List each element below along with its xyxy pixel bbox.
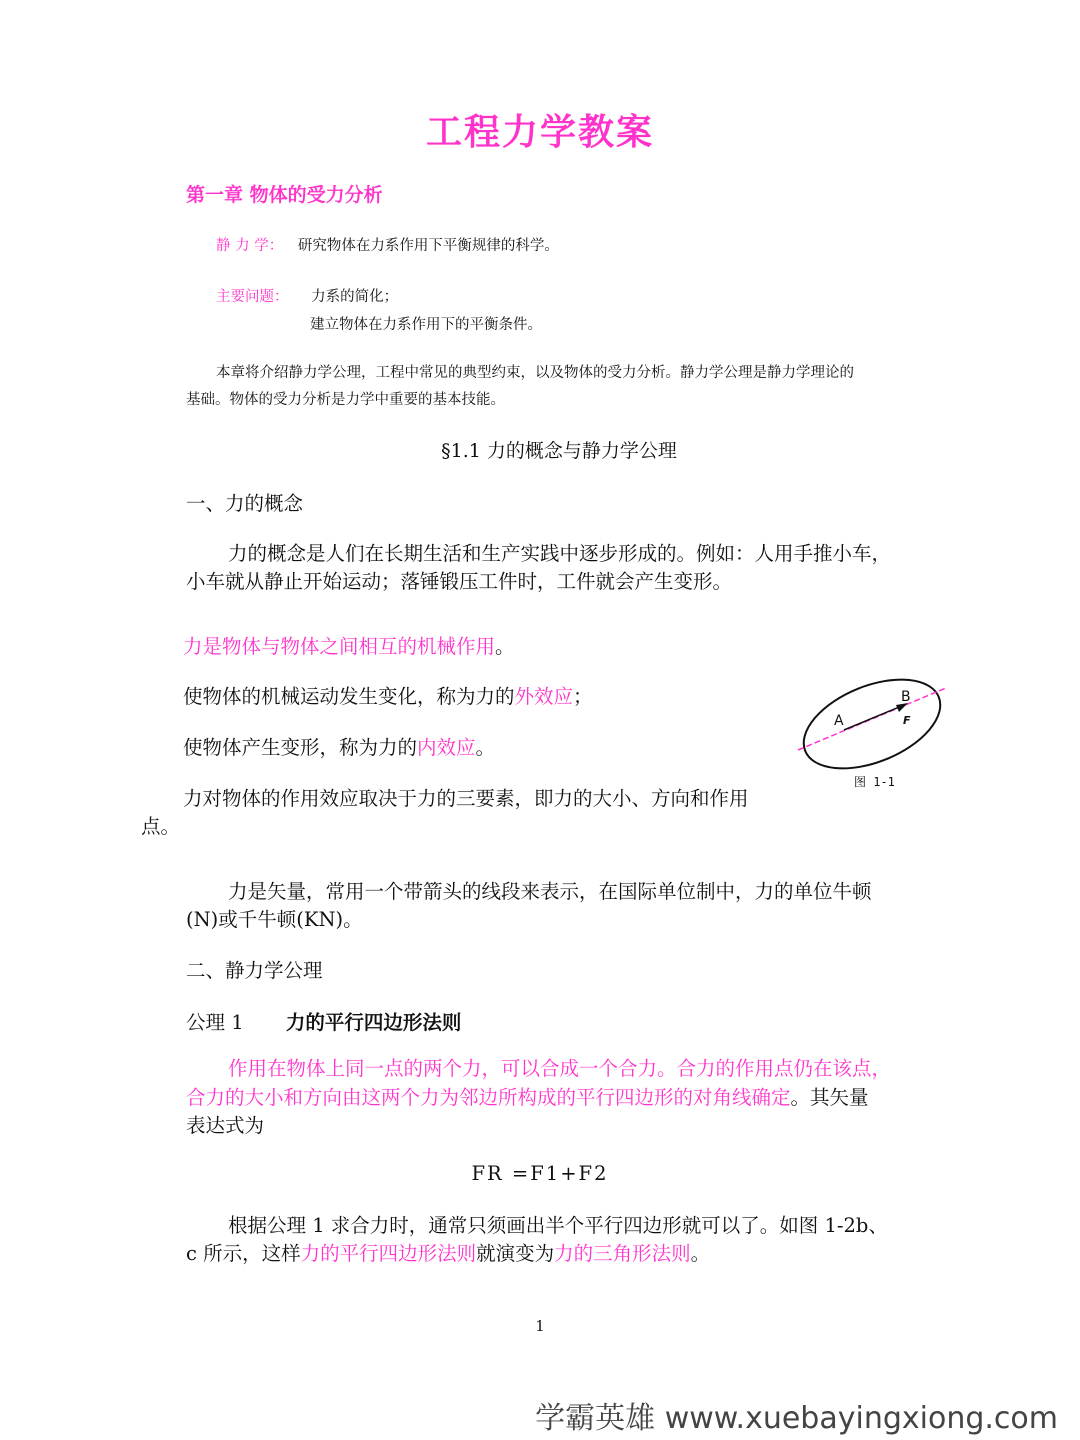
axiom-1-heading: [186, 1007, 461, 1035]
axiom-1-para-line-1: 作用在物体上同一点的两个力，可以合成一个合力。合力的作用点仍在该点，: [228, 1057, 892, 1080]
vector-para-line-2: (N)或千牛顿(KN)。: [186, 908, 363, 931]
axiom-1-para-line-2: [186, 1082, 869, 1110]
force-definition-highlight: 力是物体与物体之间相互的机械作用: [183, 635, 496, 658]
force-definition: [183, 631, 515, 659]
three-elements-line-2: 点。: [141, 815, 181, 838]
internal-effect-end: 。: [475, 736, 496, 759]
internal-effect-term: 内效应: [417, 736, 476, 759]
heading-force-concept: 一、力的概念: [186, 492, 304, 515]
last-para-line-2-pre: c 所示，这样: [186, 1242, 301, 1265]
axiom-1-para-line-2-highlight: 合力的大小和方向由这两个力为邻边所构成的平行四边形的对角线确定: [186, 1086, 791, 1109]
external-effect: [183, 681, 593, 709]
last-para-line-2-mid: 就演变为: [476, 1242, 555, 1265]
page-number: 1: [535, 1317, 545, 1335]
main-issues-label: 主要问题：: [216, 289, 289, 305]
point-b-label: B: [901, 689, 911, 705]
force-vector-line: [844, 705, 904, 730]
triangle-law-term: 力的三角形法则: [554, 1242, 691, 1265]
last-para-line-2: [186, 1238, 710, 1266]
para1-line-1: 力的概念是人们在长期生活和生产实践中逐步形成的。例如：人用手推小车，: [228, 542, 892, 565]
point-a-label: A: [834, 713, 844, 729]
three-elements-line-1: 力对物体的作用效应取决于力的三要素，即力的大小、方向和作用: [183, 787, 749, 810]
watermark: 学霸英雄 www.xuebayingxiong.com: [535, 1401, 1058, 1436]
statics-text: 研究物体在力系作用下平衡规律的科学。: [297, 238, 559, 254]
vector-para-line-1: 力是矢量，常用一个带箭头的线段来表示，在国际单位制中，力的单位牛顿: [228, 880, 872, 903]
internal-effect: [183, 732, 495, 760]
main-issues-item-2: 建立物体在力系作用下的平衡条件。: [310, 317, 542, 333]
statics-label: 静 力 学：: [216, 238, 284, 254]
axiom-1-para-line-3: 表达式为: [186, 1114, 265, 1137]
force-definition-end: 。: [495, 635, 515, 658]
section-title: §1.1 力的概念与静力学公理: [441, 440, 677, 462]
figure-1-1: [790, 672, 960, 802]
body-ellipse: [791, 672, 953, 786]
intro-line-2: 基础。物体的受力分析是力学中重要的基本技能。: [186, 392, 505, 408]
figure-caption: 图 1-1: [854, 775, 895, 789]
axiom-1-para-line-2-end: 。其矢量: [790, 1086, 869, 1109]
last-para-line-2-end: 。: [690, 1242, 711, 1265]
vector-formula: FR =F1+F2: [471, 1162, 609, 1185]
main-issues-item-1: 力系的简化；: [311, 289, 399, 305]
internal-effect-text: 使物体产生变形，称为力的: [183, 736, 418, 759]
main-issues: [216, 285, 398, 306]
heading-statics-axioms: 二、静力学公理: [186, 959, 323, 982]
statics-definition: [216, 234, 559, 255]
last-para-line-1: 根据公理 1 求合力时，通常只须画出半个平行四边形就可以了。如图 1-2b、: [228, 1214, 888, 1237]
document-title: 工程力学教案: [425, 111, 654, 153]
para1-line-2: 小车就从静止开始运动；落锤锻压工件时，工件就会产生变形。: [186, 570, 733, 593]
external-effect-end: ；: [573, 685, 593, 708]
external-effect-text: 使物体的机械运动发生变化，称为力的: [183, 685, 515, 708]
chapter-heading: 第一章 物体的受力分析: [186, 184, 383, 206]
parallelogram-law-term: 力的平行四边形法则: [300, 1242, 477, 1265]
force-f-label: F: [903, 714, 911, 727]
axiom-1-title: 力的平行四边形法则: [285, 1011, 462, 1034]
axiom-1-label: 公理 1: [186, 1011, 244, 1034]
external-effect-term: 外效应: [514, 685, 574, 708]
intro-line-1: 本章将介绍静力学公理，工程中常见的典型约束，以及物体的受力分析。静力学公理是静力学理论的: [216, 365, 854, 381]
